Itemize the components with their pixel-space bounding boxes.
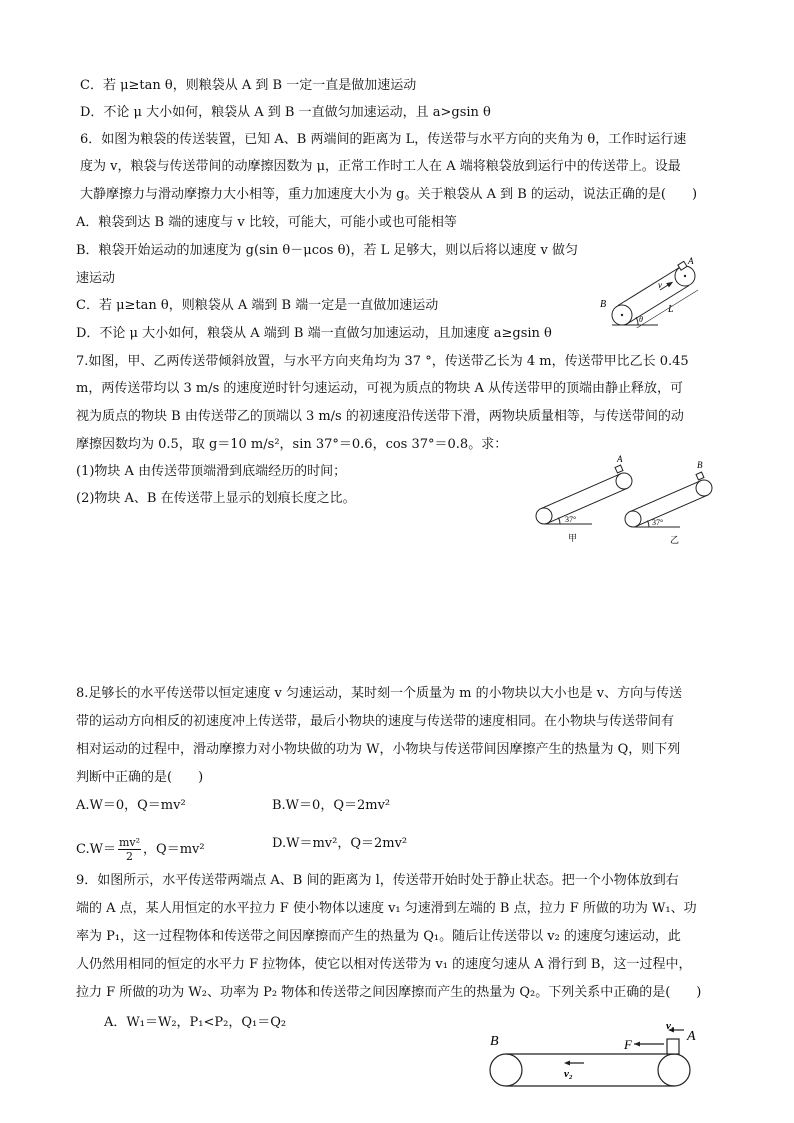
q6-label-a: A <box>688 256 694 266</box>
q8-option-a: A.W＝0，Q＝mv² <box>76 798 186 813</box>
q7-stem-line-1: 7.如图，甲、乙两传送带倾斜放置，与水平方向夹角均为 37 °，传送带乙长为 4 m，传送带甲比乙长 0.45 <box>76 354 689 369</box>
q7-angle-2: 37° <box>652 518 664 527</box>
right-roller <box>658 1054 690 1086</box>
q6-stem-line-2: 度为 v，粮袋与传送带间的动摩擦因数为 μ，正常工作时工人在 A 端将粮袋放到运行中的传送带上。设最 <box>80 159 681 174</box>
q9-stem-line-1: 9．如图所示，水平传送带两端点 A、B 间的距离为 l，传送带开始时处于静止状态。把一个小物体放到右 <box>76 873 679 888</box>
q9-conveyor-figure <box>484 1018 718 1092</box>
q7-conveyors-figure <box>530 452 730 546</box>
q8-stem-line-4: 判断中正确的是( ) <box>76 770 204 785</box>
q9-stem-line-4: 人仍然用相同的恒定的水平力 F 拉物体，使它以相对传送带为 v₁ 的速度匀速从 A 滑行到 B，这一过程中， <box>76 957 692 972</box>
q6-label-v: v <box>658 280 662 290</box>
q7-part-1: (1)物块 A 由传送带顶端滑到底端经历的时间； <box>76 464 347 479</box>
q9-label-v2: v₂ <box>564 1068 573 1080</box>
q5-option-d: D．不论 μ 大小如何，粮袋从 A 到 B 一直做匀加速运动，且 a>gsin θ <box>80 105 491 120</box>
q6-option-b: B．粮袋开始运动的加速度为 g(sin θ－μcos θ)，若 L 足够大，则以后将以速度 v 做匀 <box>76 243 579 258</box>
q7-stem-line-4: 摩擦因数均为 0.5，取 g＝10 m/s²，sin 37°＝0.6，cos 37°＝0.8。求： <box>76 437 508 452</box>
q7-stem-line-2: m，两传送带均以 3 m/s 的速度逆时针匀速运动，可视为质点的物块 A 从传送带甲的顶端由静止释放，可 <box>76 381 684 396</box>
q7-part-2: (2)物块 A、B 在传送带上显示的划痕长度之比。 <box>76 491 356 506</box>
q9-stem-line-3: 率为 P₁，这一过程物体和传送带之间因摩擦而产生的热量为 Q₁。随后让传送带以 v₂ 的速度匀速运动，此 <box>76 929 681 944</box>
q8-stem-line-1: 8.足够长的水平传送带以恒定速度 v 匀速运动，某时刻一个质量为 m 的小物块以大小也是 v、方向与传送 <box>76 686 683 701</box>
jia-upper-roller <box>616 473 632 489</box>
q6-stem-line-3: 大静摩擦力与滑动摩擦力大小相等，重力加速度大小为 g。关于粮袋从 A 到 B 的运动，说法正确的是( ) <box>80 187 698 202</box>
q9-option-a: A．W₁＝W₂，P₁<P₂，Q₁＝Q₂ <box>104 1015 287 1030</box>
q8-stem-line-3: 相对运动的过程中，滑动摩擦力对小物块做的功为 W，小物块与传送带间因摩擦产生的热量为 Q，则下列 <box>76 742 681 757</box>
yi-lower-roller <box>625 511 641 527</box>
q6-option-c: C．若 μ≥tan θ，则粮袋从 A 端到 B 端一定是一直做加速运动 <box>76 298 439 313</box>
q6-conveyor-figure <box>598 252 710 328</box>
q6-option-a: A．粮袋到达 B 端的速度与 v 比较，可能大，可能小或也可能相等 <box>76 215 457 230</box>
left-roller <box>490 1054 522 1086</box>
q6-stem-line-1: 6．如图为粮袋的传送装置，已知 A、B 两端间的距离为 L，传送带与水平方向的夹角为 θ，工作时运行速 <box>80 132 687 147</box>
q9-stem-line-2: 端的 A 点，某人用恒定的水平拉力 F 使小物体以速度 v₁ 匀速滑到左端的 B 点，拉力 F 所做的功为 W₁、功 <box>76 901 697 916</box>
q5-option-c: C．若 μ≥tan θ，则粮袋从 A 到 B 一定一直是做加速运动 <box>80 78 417 93</box>
jia-lower-roller <box>536 508 552 524</box>
q7-stem-line-3: 视为质点的物块 B 由传送带乙的顶端以 3 m/s 的初速度沿传送带下滑，两物块质量相等，与传送带间的动 <box>76 409 684 424</box>
q8-fraction-numerator: mv² <box>118 836 141 849</box>
q9-label-a: A <box>687 1029 696 1044</box>
q6-label-b: B <box>600 299 607 310</box>
q8-option-c-prefix: C.W＝ <box>76 842 116 857</box>
q7-label-jia: 甲 <box>568 534 578 544</box>
q6-label-l: L <box>668 304 674 315</box>
q9-label-f: F <box>624 1037 632 1052</box>
q9-label-v1: v₁ <box>666 1020 675 1032</box>
q8-option-c <box>76 836 205 863</box>
small-object <box>667 1039 679 1054</box>
q7-angle-1: 37° <box>565 515 577 524</box>
q6-option-b-continued: 速运动 <box>76 271 116 286</box>
q9-stem-line-5: 拉力 F 所做的功为 W₂、功率为 P₂ 物体和传送带之间因摩擦而产生的热量为 Q₂。下列关系中正确的是( ) <box>76 985 702 1000</box>
q9-label-b: B <box>490 1034 499 1049</box>
q8-fraction-denominator: 2 <box>126 850 134 863</box>
q8-option-c-suffix: ，Q＝mv² <box>143 842 205 857</box>
q7-label-b: B <box>697 460 703 470</box>
q6-option-d: D．不论 μ 大小如何，粮袋从 A 端到 B 端一直做匀加速运动，且加速度 a≥gsin θ <box>76 326 552 341</box>
q8-stem-line-2: 带的运动方向相反的初速度冲上传送带，最后小物块的速度与传送带的速度相同。在小物块与传送带间有 <box>76 714 675 729</box>
q7-label-yi: 乙 <box>670 536 680 546</box>
yi-upper-roller <box>696 480 712 496</box>
q8-option-b: B.W＝0，Q＝2mv² <box>272 798 391 813</box>
q7-label-a: A <box>617 454 623 464</box>
q8-option-d: D.W＝mv²，Q＝2mv² <box>272 836 408 851</box>
q8-option-c-fraction <box>118 836 141 863</box>
q6-label-theta: θ <box>639 315 643 324</box>
